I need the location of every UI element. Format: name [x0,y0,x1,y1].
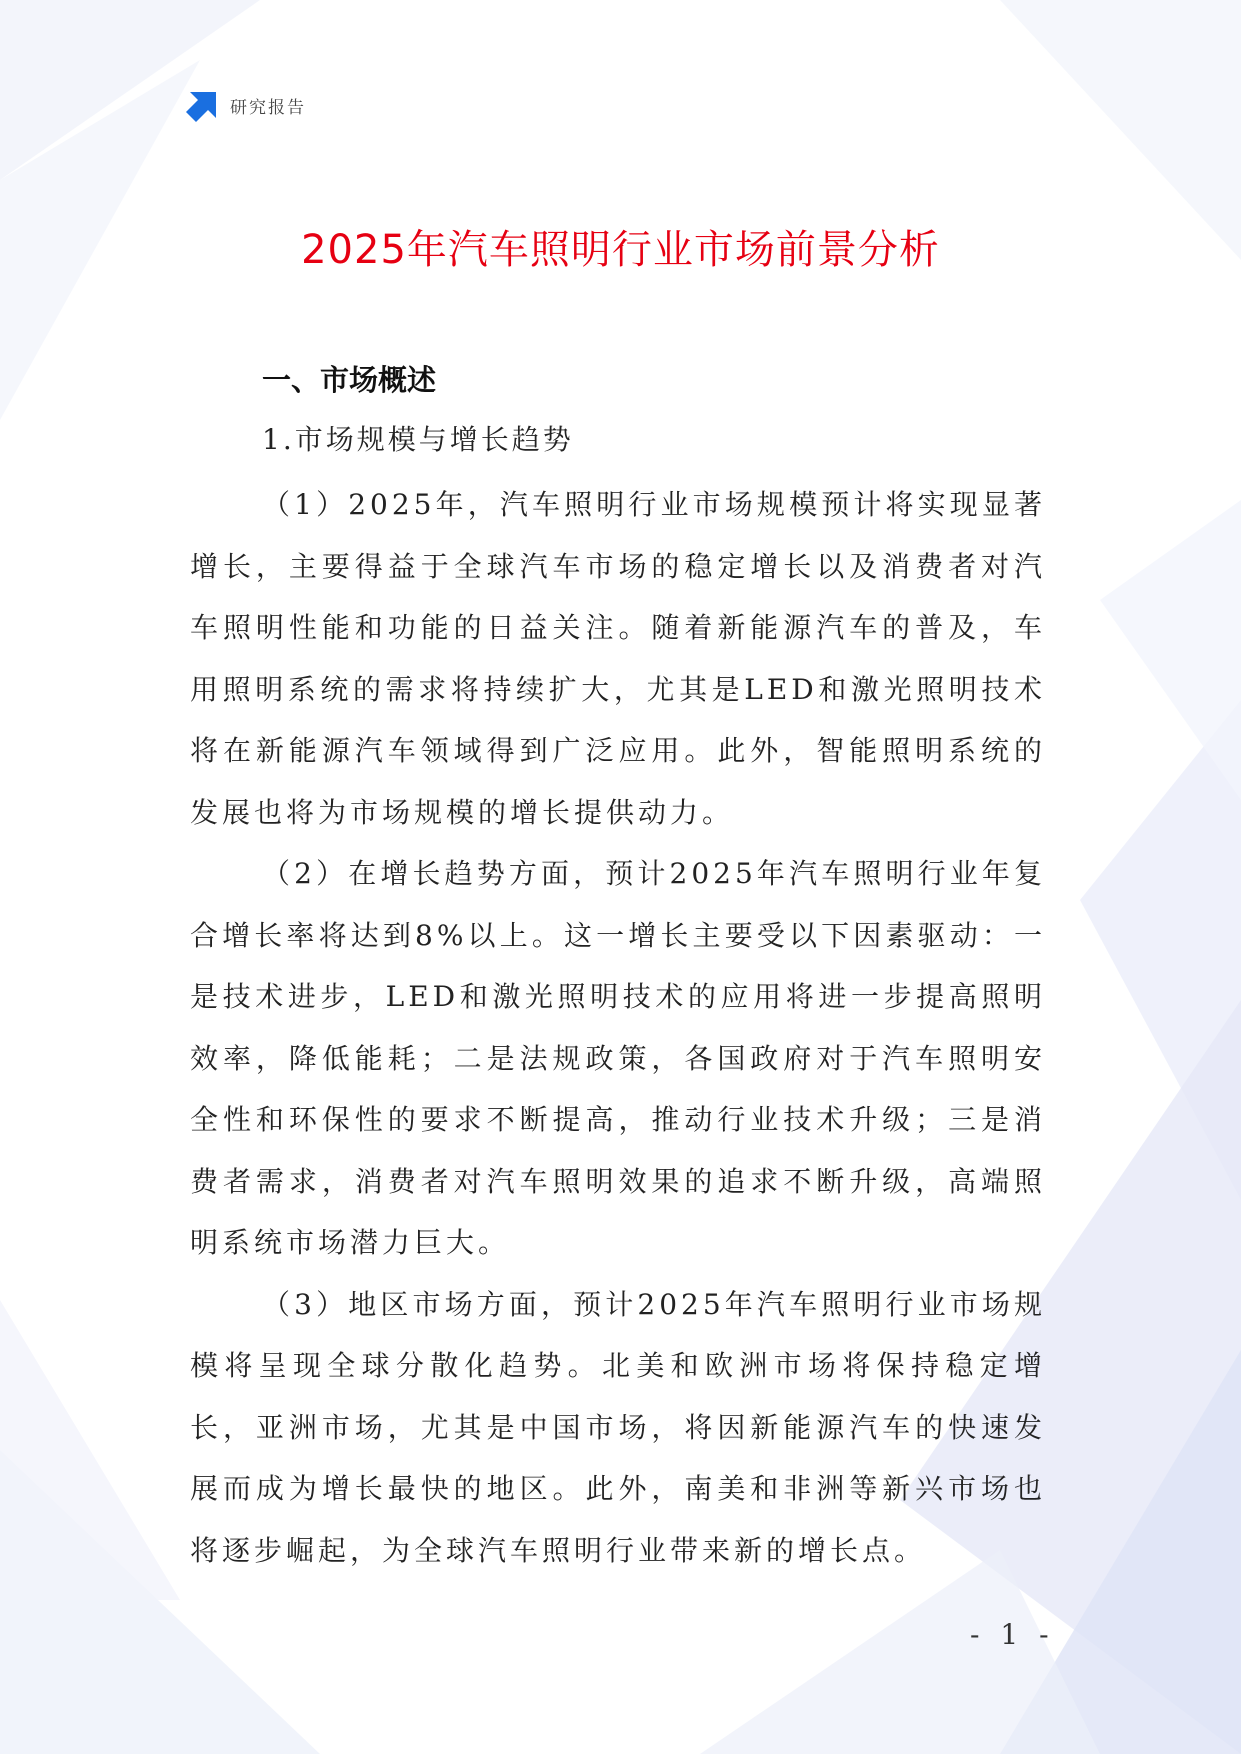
document-title: 2025年汽车照明行业市场前景分析 [301,227,940,273]
paragraph-3: （3）地区市场方面，预计2025年汽车照明行业市场规模将呈现全球分散化趋势。北美和欧洲市场将保持稳定增长，亚洲市场，尤其是中国市场，将因新能源汽车的快速发展而成为增长最快的地区。此外，南美和非洲等新兴市场也将逐步崛起，为全球汽车照明行业带来新的增长点。 [190,1287,1046,1567]
paragraph-1: （1）2025年，汽车照明行业市场规模预计将实现显著增长，主要得益于全球汽车市场的稳定增长以及消费者对汽车照明性能和功能的日益关注。随着新能源汽车的普及，车用照明系统的需求将持续扩大，尤其是LED和激光照明技术将在新能源汽车领域得到广泛应用。此外，智能照明系统的发展也将为市场规模的增长提供动力。 [190,488,1046,829]
paragraph-2: （2）在增长趋势方面，预计2025年汽车照明行业年复合增长率将达到8%以上。这一增长主要受以下因素驱动：一是技术进步，LED和激光照明技术的应用将进一步提高照明效率，降低能耗；二是法规政策，各国政府对于汽车照明安全性和环保性的要求不断提高，推动行业技术升级；三是消费者需求，消费者对汽车照明效果的追求不断升级，高端照明系统市场潜力巨大。 [190,857,1046,1259]
report-header [186,88,306,122]
document-body [190,474,1046,1581]
sub-heading: 1.市场规模与增长趋势 [262,423,574,456]
arrow-up-right-icon [186,88,220,122]
report-type-label: 研究报告 [230,97,306,118]
page-number: - 1 - [970,1618,1055,1651]
section-heading: 一、市场概述 [262,363,437,397]
